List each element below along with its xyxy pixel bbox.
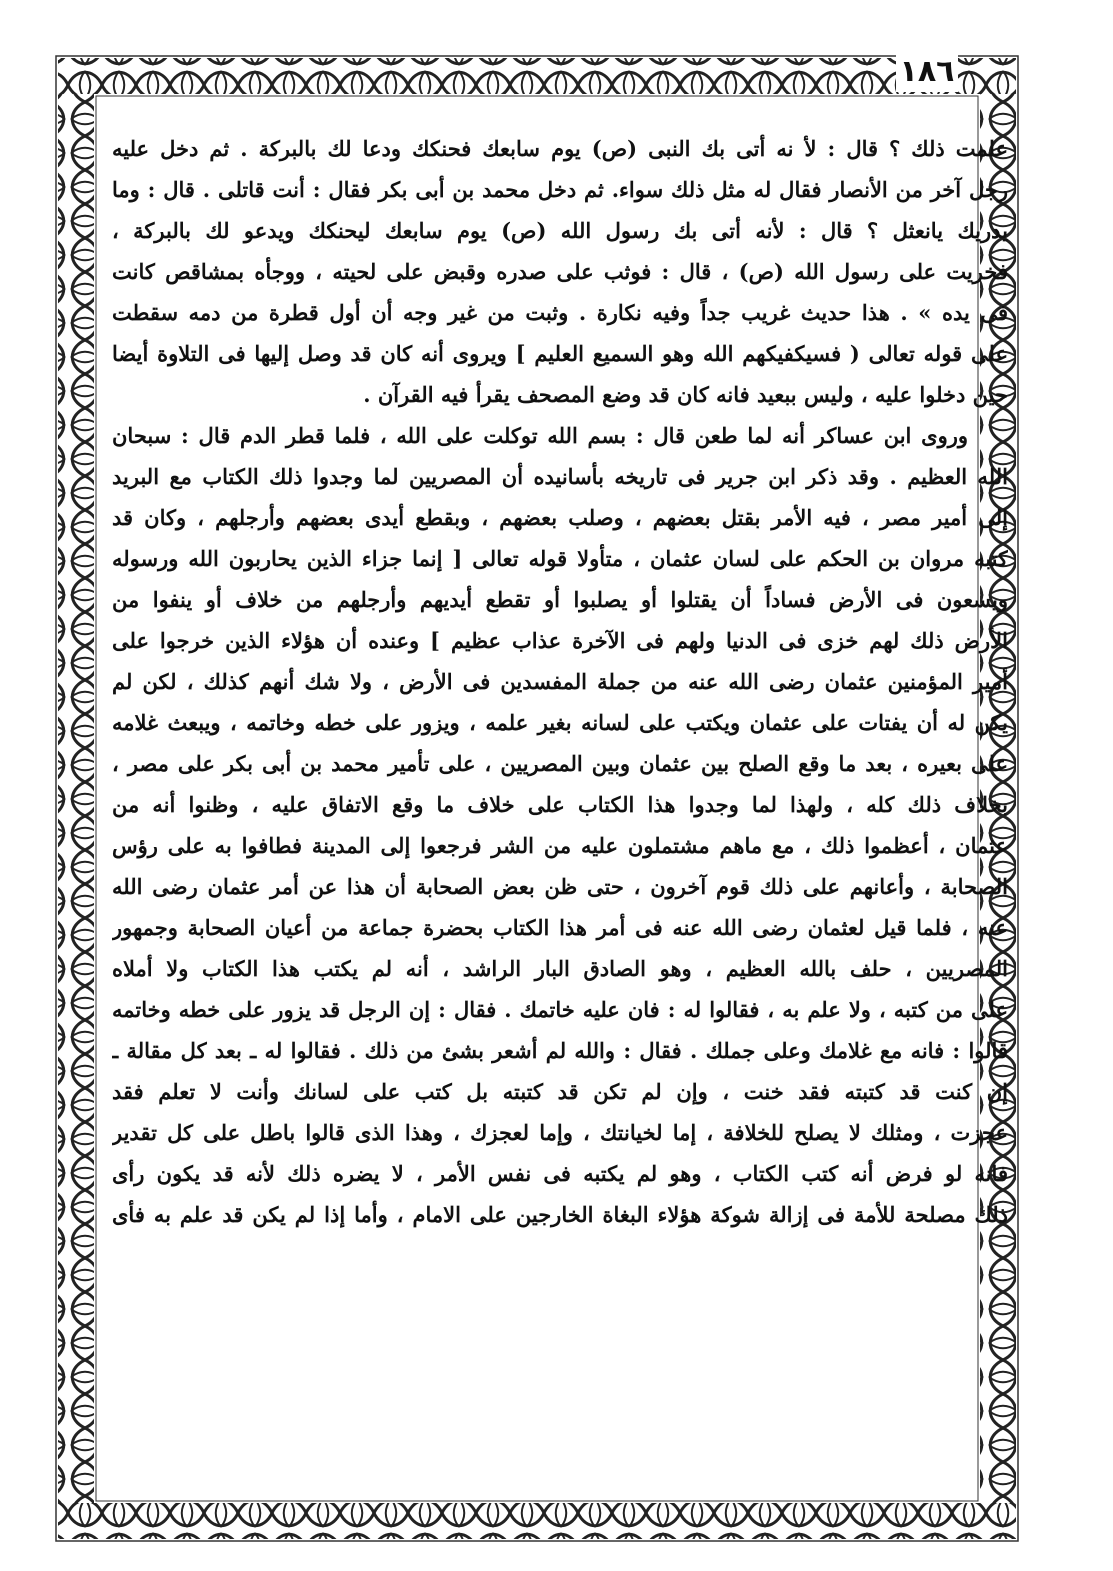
text-line: إن كنت قد كتبته فقد خنت ، وإن لم تكن قد كتبته بل كتب على لسانك وأنت لا تعلم فقد	[112, 1079, 1008, 1104]
text-line: على قوله تعالى ( فسيكفيكهم الله وهو السميع العليم ] ويروى أنه كان قد وصل إليها فى التلاوة أيضا	[112, 341, 1008, 366]
text-line: المصريين ، حلف بالله العظيم ، وهو الصادق البار الراشد ، أنه لم يكتب هذا الكتاب ولا أملاه	[112, 956, 1008, 981]
text-line: علمت ذلك ؟ قال : لأ نه أتى بك النبى (ص) يوم سابعك فحنكك ودعا لك بالبركة . ثم دخل عليه	[112, 136, 1008, 161]
text-line: حين دخلوا عليه ، وليس ببعيد فانه كان قد وضع المصحف يقرأ فيه القرآن .	[363, 382, 1008, 407]
text-line: عنه ، فلما قيل لعثمان رضى الله عنه فى أمر هذا الكتاب بحضرة جماعة من أعيان الصحابة وجمهور	[112, 915, 1008, 940]
text-line: يكن له أن يفتات على عثمان ويكتب على لسانه بغير علمه ، ويزور على خطه وخاتمه ، ويبعث غلامه	[112, 710, 1008, 735]
text-line: الصحابة ، وأعانهم على ذلك قوم آخرون ، حتى ظن بعض الصحابة أن هذا عن أمر عثمان رضى الله	[112, 874, 1008, 899]
text-line: فخريت على رسول الله (ص) ، قال : فوثب على صدره وقبض على لحيته ، ووجأه بمشاقص كانت	[112, 259, 1008, 284]
text-line: على من كتبه ، ولا علم به ، فقالوا له : فان عليه خاتمك . فقال : إن الرجل قد يزور على خطه وخاتمه	[112, 997, 1008, 1022]
page-text	[112, 128, 1008, 1496]
text-line: كتبه مروان بن الحكم على لسان عثمان ، متأولا قوله تعالى [ إنما جزاء الذين يحاربون الله ورسوله	[112, 546, 1008, 571]
text-line: الله العظيم . وقد ذكر ابن جرير فى تاريخه بأسانيده أن المصريين لما وجدوا ذلك الكتاب مع البريد	[112, 464, 1008, 489]
text-line: قالوا : فانه مع غلامك وعلى جملك . فقال : والله لم أشعر بشئ من ذلك . فقالوا له ـ بعد كل مقالة ـ	[112, 1038, 1008, 1063]
text-line: رجل آخر من الأنصار فقال له مثل ذلك سواء. ثم دخل محمد بن أبى بكر فقال : أنت قاتلى . قال : وما	[112, 177, 1008, 202]
text-line: إلى أمير مصر ، فيه الأمر بقتل بعضهم ، وصلب بعضهم ، وبقطع أيدى بعضهم وأرجلهم ، وكان قد	[112, 505, 1008, 530]
text-line: أمير المؤمنين عثمان رضى الله عنه من جملة المفسدين فى الأرض ، ولا شك أنهم كذلك ، لكن لم	[112, 669, 1008, 694]
text-line: وروى ابن عساكر أنه لما طعن قال : بسم الله توكلت على الله ، فلما قطر الدم قال : سبحان	[112, 423, 968, 448]
text-line: ويسعون فى الأرض فساداً أن يقتلوا أو يصلبوا أو تقطع أيديهم وأرجلهم من خلاف أو ينفوا من	[112, 587, 1008, 612]
text-line: الأرض ذلك لهم خزى فى الدنيا ولهم فى الآخرة عذاب عظيم ] وعنده أن هؤلاء الذين خرجوا على	[112, 628, 1008, 653]
text-line: عجزت ، ومثلك لا يصلح للخلافة ، إما لخيانتك ، وإما لعجزك ، وهذا الذى قالوا باطل على كل تقدير	[112, 1120, 1008, 1145]
text-line: بخلاف ذلك كله ، ولهذا لما وجدوا هذا الكتاب على خلاف ما وقع الاتفاق عليه ، وظنوا أنه من	[112, 792, 1008, 817]
text-line: عثمان ، أعظموا ذلك ، مع ماهم مشتملون عليه من الشر فرجعوا إلى المدينة فطافوا به على رؤس	[112, 833, 1008, 858]
text-line: ذلك مصلحة للأمة فى إزالة شوكة هؤلاء البغاة الخارجين على الامام ، وأما إذا لم يكن قد علم به فأى	[112, 1202, 1008, 1227]
text-line: فانه لو فرض أنه كتب الكتاب ، وهو لم يكتبه فى نفس الأمر ، لا يضره ذلك لأنه قد يكون رأى	[112, 1161, 1008, 1186]
text-line: فى يده » . هذا حديث غريب جداً وفيه نكارة . وثبت من غير وجه أن أول قطرة من دمه سقطت	[112, 300, 1008, 325]
text-line: يدريك يانعثل ؟ قال : لأنه أتى بك رسول الله (ص) يوم سابعك ليحنكك ويدعو لك بالبركة ،	[112, 218, 1008, 243]
text-line: على بعيره ، بعد ما وقع الصلح بين عثمان وبين المصريين ، على تأمير محمد بن أبى بكر على مصر ،	[112, 751, 1008, 776]
page-number: ١٨٦	[896, 52, 958, 92]
